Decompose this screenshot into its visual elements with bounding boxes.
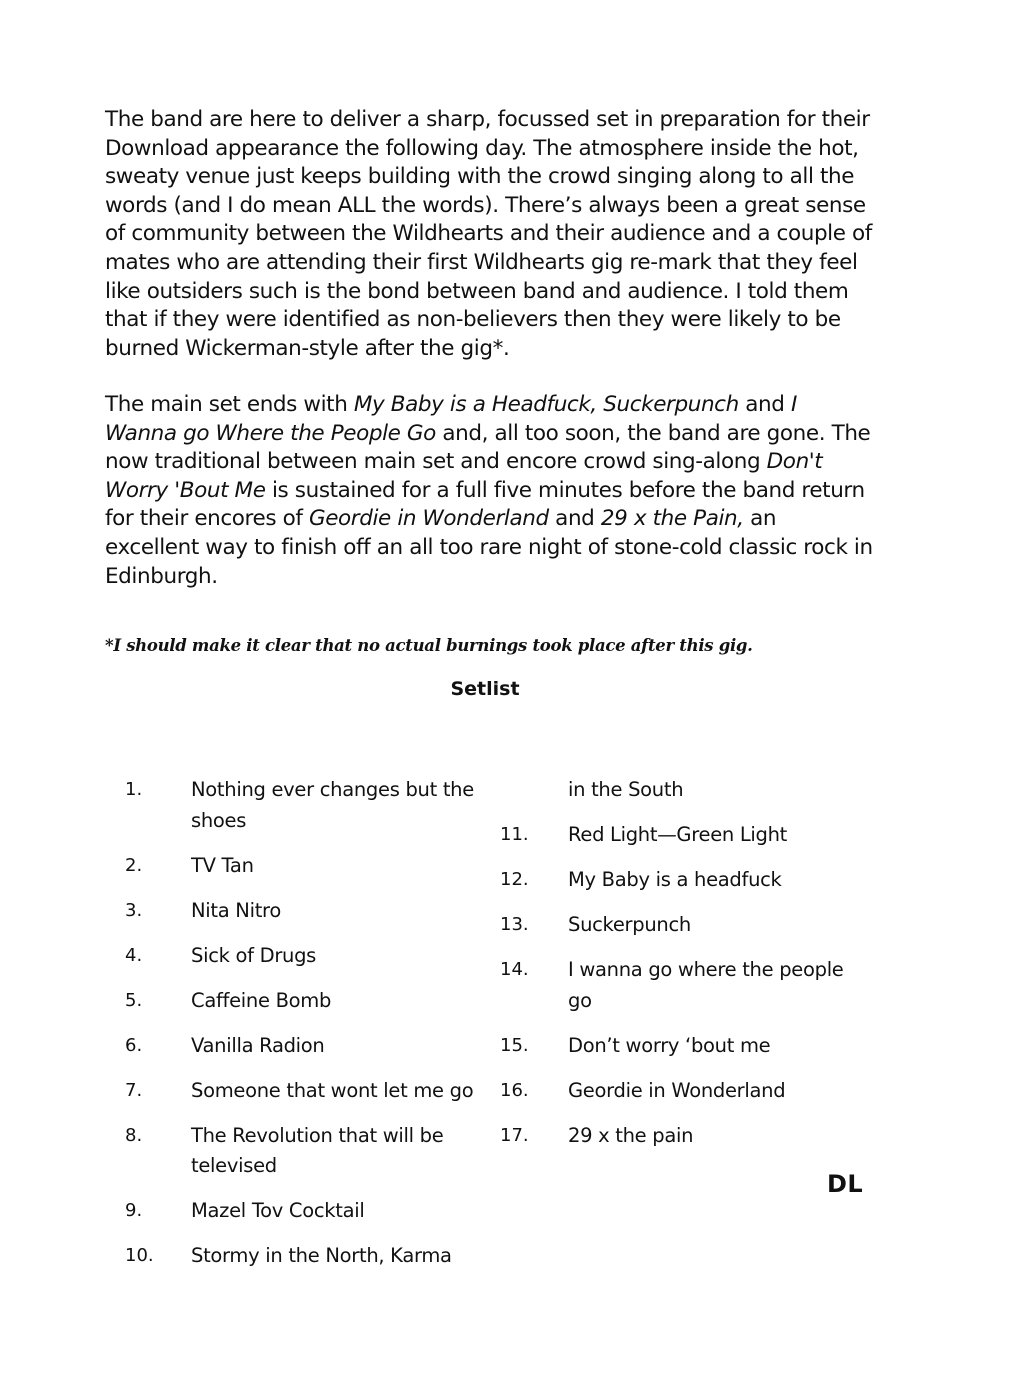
para2-text-2: and [738, 392, 791, 417]
setlist-song: Geordie in Wonderland [568, 1079, 786, 1102]
setlist-number: 11. [500, 824, 529, 845]
setlist-song: Nothing ever changes but the [191, 778, 474, 801]
setlist-song: Mazel Tov Cocktail [191, 1199, 365, 1222]
song-title-geordie: Geordie in Wonderland [308, 506, 549, 532]
setlist-number: 2. [125, 855, 143, 876]
setlist-song: Don’t worry ‘bout me [568, 1034, 771, 1057]
para2-text-5: and [548, 506, 601, 532]
setlist-song-continued: go [568, 989, 592, 1012]
setlist-song: 29 x the pain [568, 1124, 694, 1147]
setlist-number: 7. [125, 1080, 143, 1101]
setlist-number: 1. [125, 779, 143, 800]
setlist-song-continued: in the South [568, 778, 684, 801]
song-title-dont-worry: Don't Worry 'Bout Me [105, 449, 823, 503]
setlist-number: 5. [125, 990, 143, 1011]
setlist-number: 16. [500, 1080, 529, 1101]
setlist-number: 4. [125, 945, 143, 966]
setlist-heading: Setlist [450, 678, 520, 700]
article-paragraph-2 [105, 391, 875, 591]
footnote: *I should make it clear that no actual burnings took place after this gig. [105, 636, 753, 655]
setlist-song: Suckerpunch [568, 913, 691, 936]
setlist-song: Sick of Drugs [191, 944, 317, 967]
setlist-number: 8. [125, 1125, 143, 1146]
setlist-song-continued: televised [191, 1154, 277, 1177]
setlist-number: 9. [125, 1200, 143, 1221]
setlist-number: 14. [500, 959, 529, 980]
para2-text-4: is sustained for a full five minutes before the band return for their encores of [105, 477, 865, 532]
setlist-song: Red Light—Green Light [568, 823, 788, 846]
setlist-number: 10. [125, 1245, 154, 1266]
setlist-song-continued: shoes [191, 809, 247, 832]
song-title-headfuck-suckerpunch: My Baby is a Headfuck, Suckerpunch [353, 392, 739, 417]
setlist-number: 6. [125, 1035, 143, 1056]
article-paragraph-1: The band are here to deliver a sharp, focussed set in preparation for their Download appearance the following day. The atmosphere inside the hot, sweaty venue just keeps building with the crowd singing along to all the words (and I do mean ALL the words). There’s always been a great sense of community between the Wildhearts and their audience and a couple of mates who are attending their first Wildhearts gig re-mark that they feel like outsiders such is the bond between band and audience. I told them that if they were identified as non-believers then they were likely to be burned Wickerman-style after the gig*. [105, 107, 872, 361]
setlist-song: Someone that wont let me go [191, 1079, 474, 1102]
setlist-number: 17. [500, 1125, 529, 1146]
setlist-song: I wanna go where the people [568, 958, 844, 981]
para2-text-1: The main set ends with [105, 392, 354, 417]
song-title-wanna-go: I Wanna go Where the People Go [105, 392, 797, 446]
setlist-song: Stormy in the North, Karma [191, 1244, 452, 1267]
setlist-number: 12. [500, 869, 529, 890]
setlist-song: TV Tan [191, 854, 254, 877]
setlist-song: The Revolution that will be [191, 1124, 444, 1147]
setlist-song: Nita Nitro [191, 899, 281, 922]
setlist-number: 3. [125, 900, 143, 921]
setlist-song: My Baby is a headfuck [568, 868, 782, 891]
setlist-number: 15. [500, 1035, 529, 1056]
author-signature: DL [827, 1170, 864, 1198]
setlist-number: 13. [500, 914, 529, 935]
setlist-song: Caffeine Bomb [191, 989, 332, 1012]
song-title-29-x-the-pain: 29 x the Pain, [600, 506, 744, 532]
para2-text-6: an excellent way to finish off an all too rare night of stone-cold classic rock in Edinburgh. [105, 506, 873, 589]
para2-text-3: and, all too soon, the band are gone. The now traditional between main set and encore crowd sing-along [105, 420, 871, 475]
setlist-song: Vanilla Radion [191, 1034, 325, 1057]
